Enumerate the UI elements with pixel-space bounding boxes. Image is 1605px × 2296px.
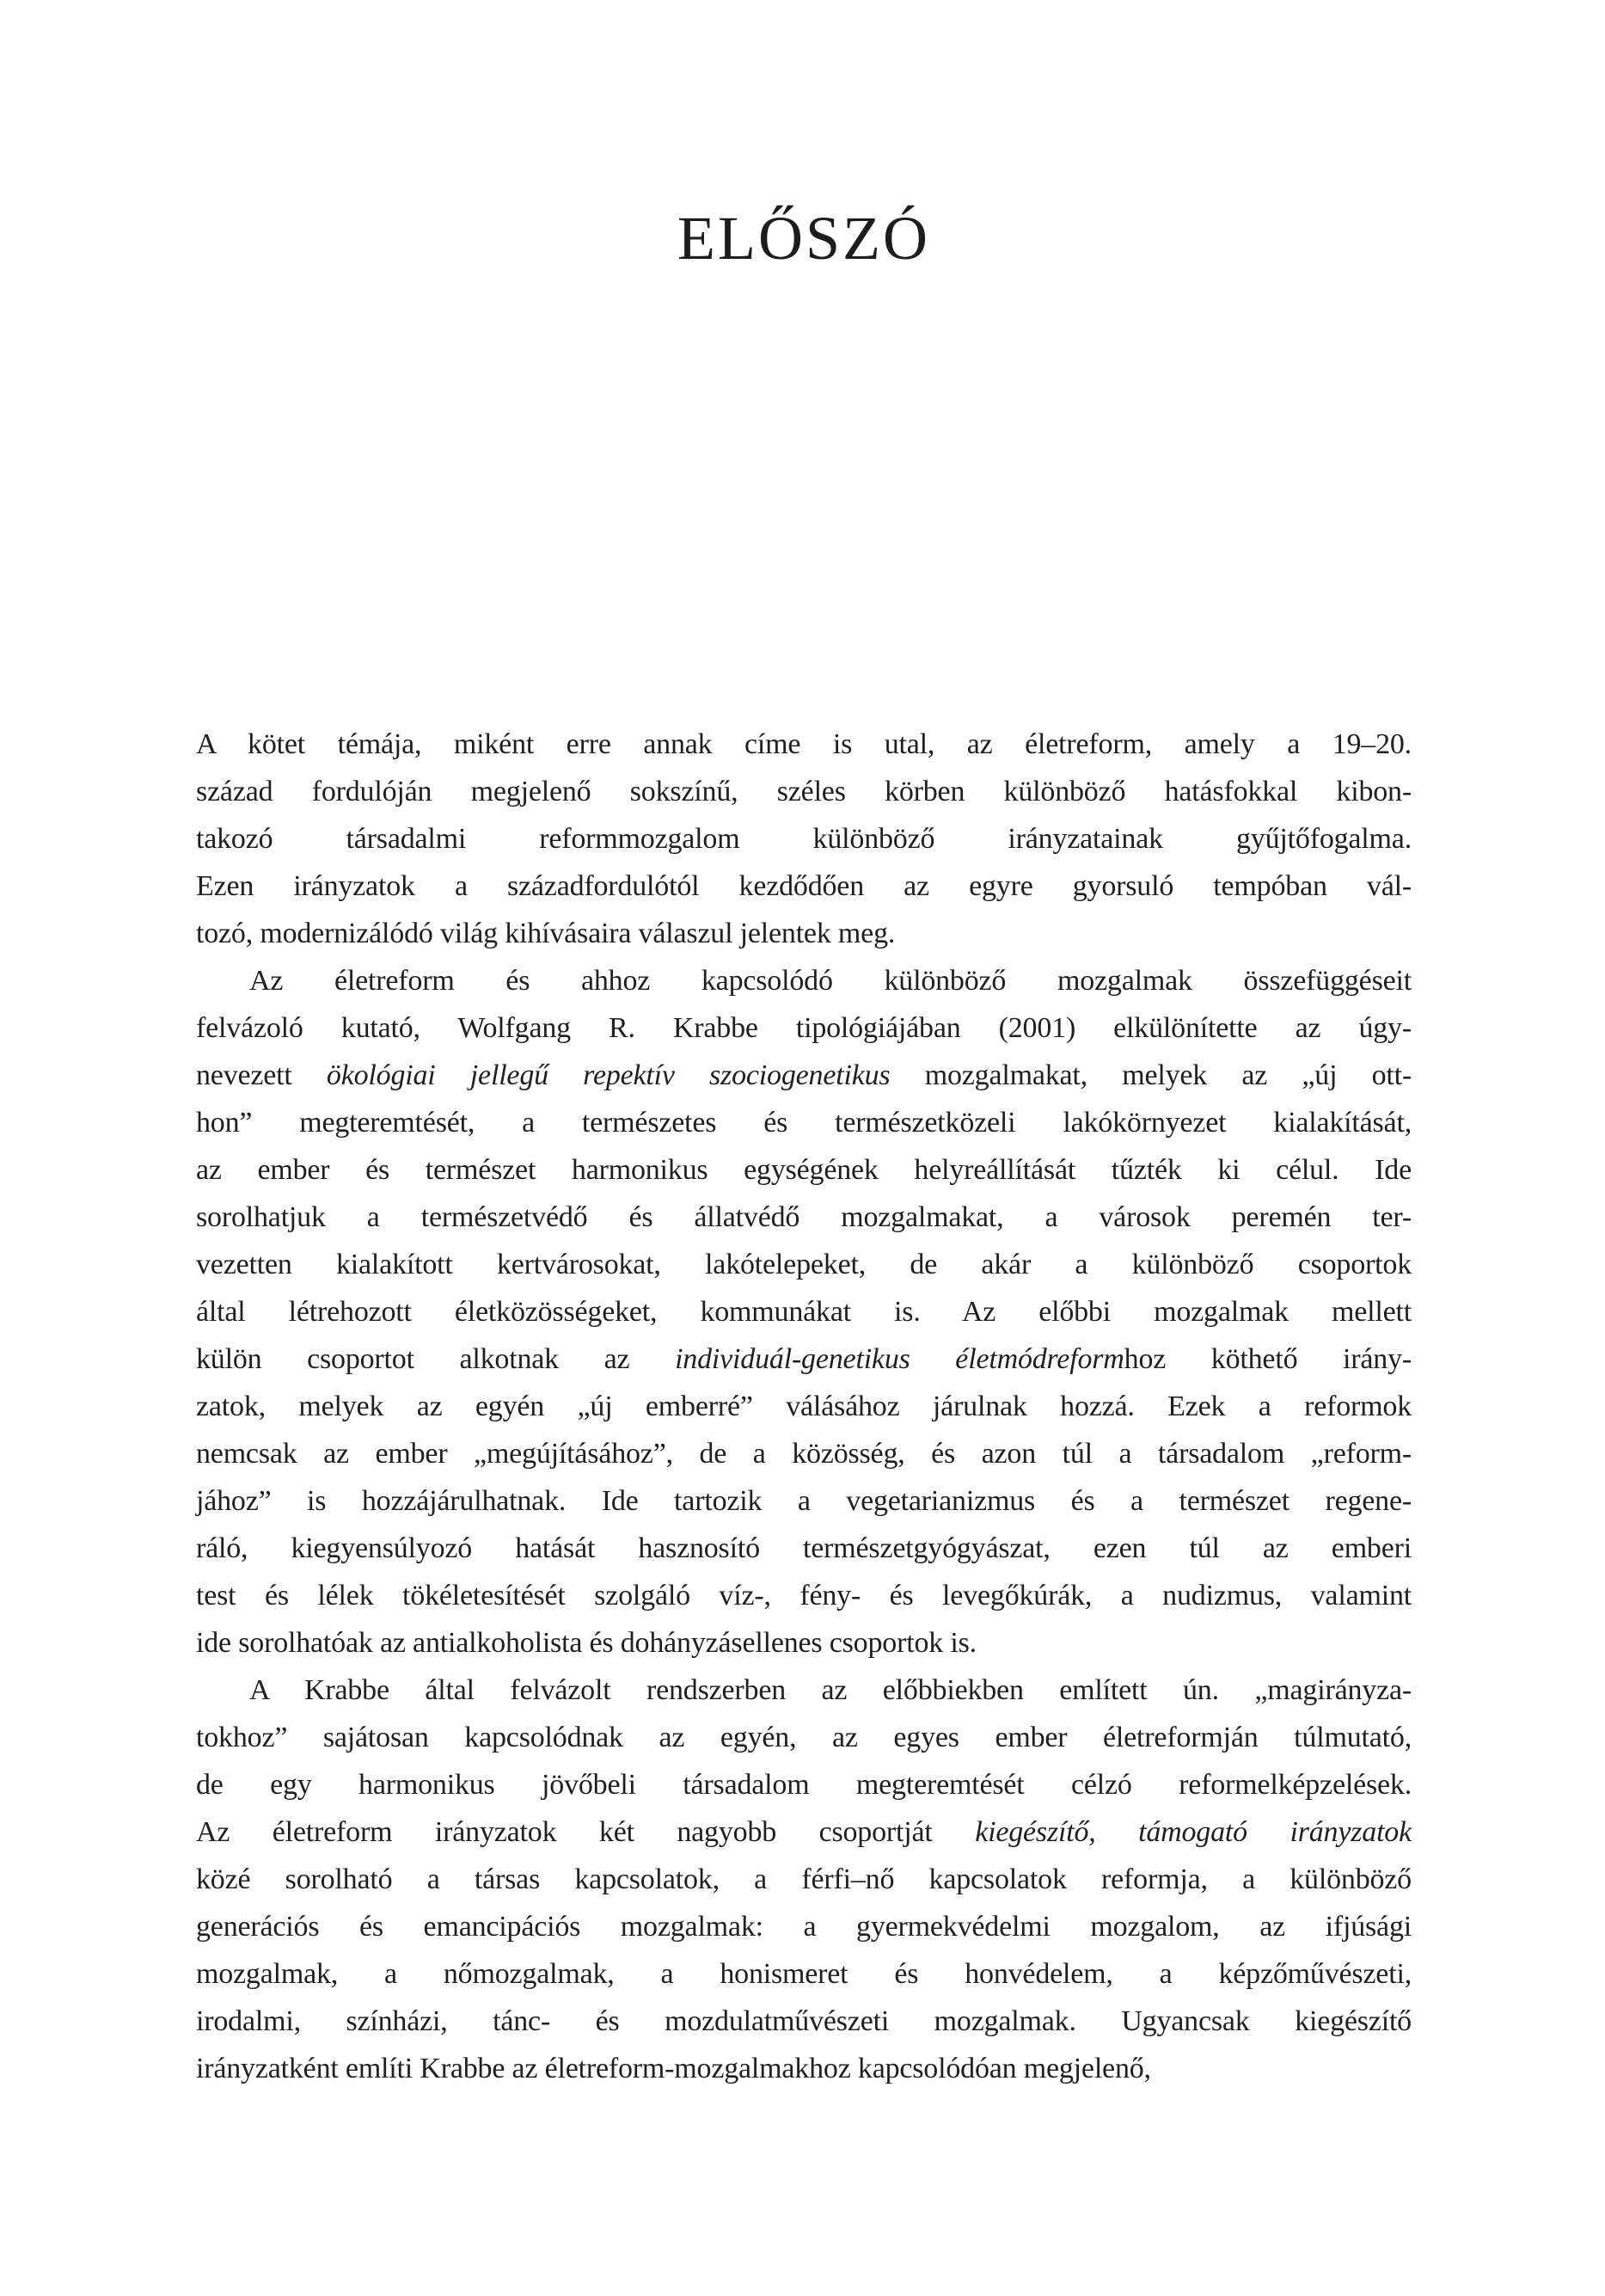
text-run: irányzatként említi Krabbe az életreform-mozgalmakhoz kapcsolódóan megjelenő, bbox=[196, 2053, 1151, 2084]
text-run: Ezen irányzatok a századfordulótól kezdődően az egyre gyorsuló tempóban vál- bbox=[196, 870, 1412, 902]
text-line bbox=[196, 1808, 1412, 1856]
text-line bbox=[196, 1052, 1412, 1099]
text-line bbox=[196, 957, 1412, 1004]
text-line bbox=[196, 910, 1412, 957]
text-line bbox=[196, 1335, 1412, 1383]
text-line bbox=[196, 815, 1412, 863]
text-run: vezetten kialakított kertvárosokat, lakótelepeket, de akár a különböző csoportok bbox=[196, 1249, 1412, 1280]
text-run: az ember és természet harmonikus egységének helyreállítását tűzték ki célul. Ide bbox=[196, 1154, 1412, 1186]
text-line bbox=[196, 768, 1412, 815]
text-run: nevezett bbox=[196, 1059, 327, 1091]
text-line bbox=[196, 1194, 1412, 1241]
text-run: külön csoportot alkotnak az bbox=[196, 1343, 676, 1375]
text-run: közé sorolható a társas kapcsolatok, a férfi–nő kapcsolatok reformja, a különböző bbox=[196, 1863, 1412, 1895]
text-line bbox=[196, 1146, 1412, 1194]
text-run: hoz köthető irány- bbox=[1124, 1343, 1412, 1375]
text-run: mozgalmak, a nőmozgalmak, a honismeret és honvédelem, a képzőművészeti, bbox=[196, 1958, 1412, 1990]
paragraph bbox=[196, 721, 1412, 957]
text-line bbox=[196, 1714, 1412, 1761]
text-run: ráló, kiegyensúlyozó hatását hasznosító természetgyógyászat, ezen túl az emberi bbox=[196, 1532, 1412, 1564]
text-run: jához” is hozzájárulhatnak. Ide tartozik a vegetarianizmus és a természet regene- bbox=[196, 1485, 1412, 1517]
italic-text-run: kiegészítő, támogató irányzatok bbox=[975, 1816, 1412, 1848]
text-line bbox=[196, 1004, 1412, 1052]
text-run: tozó, modernizálódó világ kihívásaira válaszul jelentek meg. bbox=[196, 918, 896, 949]
text-line bbox=[196, 2045, 1412, 2092]
text-run: mozgalmakat, melyek az „új ott- bbox=[890, 1059, 1412, 1091]
text-run: A kötet témája, miként erre annak címe is utal, az életreform, amely a 19–20. bbox=[196, 728, 1412, 760]
text-line bbox=[196, 1241, 1412, 1288]
text-run: test és lélek tökéletesítését szolgáló víz-, fény- és levegőkúrák, a nudizmus, valamint bbox=[196, 1580, 1412, 1611]
text-line bbox=[196, 1572, 1412, 1619]
text-run: generációs és emancipációs mozgalmak: a gyermekvédelmi mozgalom, az ifjúsági bbox=[196, 1911, 1412, 1943]
text-run: nemcsak az ember „megújításához”, de a közösség, és azon túl a társadalom „reform- bbox=[196, 1438, 1412, 1470]
text-line bbox=[196, 1525, 1412, 1572]
italic-text-run: individuál-genetikus életmódreform bbox=[675, 1343, 1124, 1375]
text-line bbox=[196, 1667, 1412, 1714]
text-line bbox=[196, 1856, 1412, 1903]
text-line bbox=[196, 1383, 1412, 1430]
italic-text-run: ökológiai jellegű repektív szociogenetikus bbox=[326, 1059, 891, 1091]
text-line bbox=[196, 1430, 1412, 1477]
text-line bbox=[196, 1288, 1412, 1335]
text-run: irodalmi, színházi, tánc- és mozdulatművészeti mozgalmak. Ugyancsak kiegészítő bbox=[196, 2005, 1412, 2037]
text-line bbox=[196, 1950, 1412, 1998]
text-line bbox=[196, 1099, 1412, 1146]
text-run: tokhoz” sajátosan kapcsolódnak az egyén, az egyes ember életreformján túlmutató, bbox=[196, 1722, 1412, 1753]
text-line bbox=[196, 1998, 1412, 2045]
text-line bbox=[196, 863, 1412, 910]
paragraph bbox=[196, 957, 1412, 1667]
text-run: takozó társadalmi reformmozgalom különböző irányzatainak gyűjtőfogalma. bbox=[196, 823, 1412, 855]
paragraph bbox=[196, 1667, 1412, 2092]
text-line bbox=[196, 1477, 1412, 1525]
preface-body bbox=[196, 721, 1412, 2092]
text-run: felvázoló kutató, Wolfgang R. Krabbe tipológiájában (2001) elkülönítette az úgy- bbox=[196, 1012, 1412, 1044]
text-run: század fordulóján megjelenő sokszínű, széles körben különböző hatásfokkal kibon- bbox=[196, 776, 1412, 807]
text-line bbox=[196, 1761, 1412, 1808]
text-run: Az életreform irányzatok két nagyobb csoportját bbox=[196, 1816, 976, 1848]
text-line bbox=[196, 721, 1412, 768]
text-run: ide sorolhatóak az antialkoholista és dohányzásellenes csoportok is. bbox=[196, 1627, 977, 1659]
text-run: Az életreform és ahhoz kapcsolódó különböző mozgalmak összefüggéseit bbox=[249, 965, 1412, 997]
text-run: de egy harmonikus jövőbeli társadalom megteremtését célzó reformelképzelések. bbox=[196, 1769, 1412, 1801]
text-run: sorolhatjuk a természetvédő és állatvédő mozgalmakat, a városok peremén ter- bbox=[196, 1201, 1412, 1233]
text-run: hon” megteremtését, a természetes és természetközeli lakókörnyezet kialakítását, bbox=[196, 1107, 1412, 1139]
text-run: A Krabbe által felvázolt rendszerben az előbbiekben említett ún. „magirányza- bbox=[249, 1674, 1412, 1706]
page-title: ELŐSZÓ bbox=[677, 204, 930, 273]
text-line bbox=[196, 1619, 1412, 1667]
text-line bbox=[196, 1903, 1412, 1950]
text-run: által létrehozott életközösségeket, kommunákat is. Az előbbi mozgalmak mellett bbox=[196, 1296, 1412, 1328]
text-run: zatok, melyek az egyén „új emberré” válásához járulnak hozzá. Ezek a reformok bbox=[196, 1390, 1412, 1422]
